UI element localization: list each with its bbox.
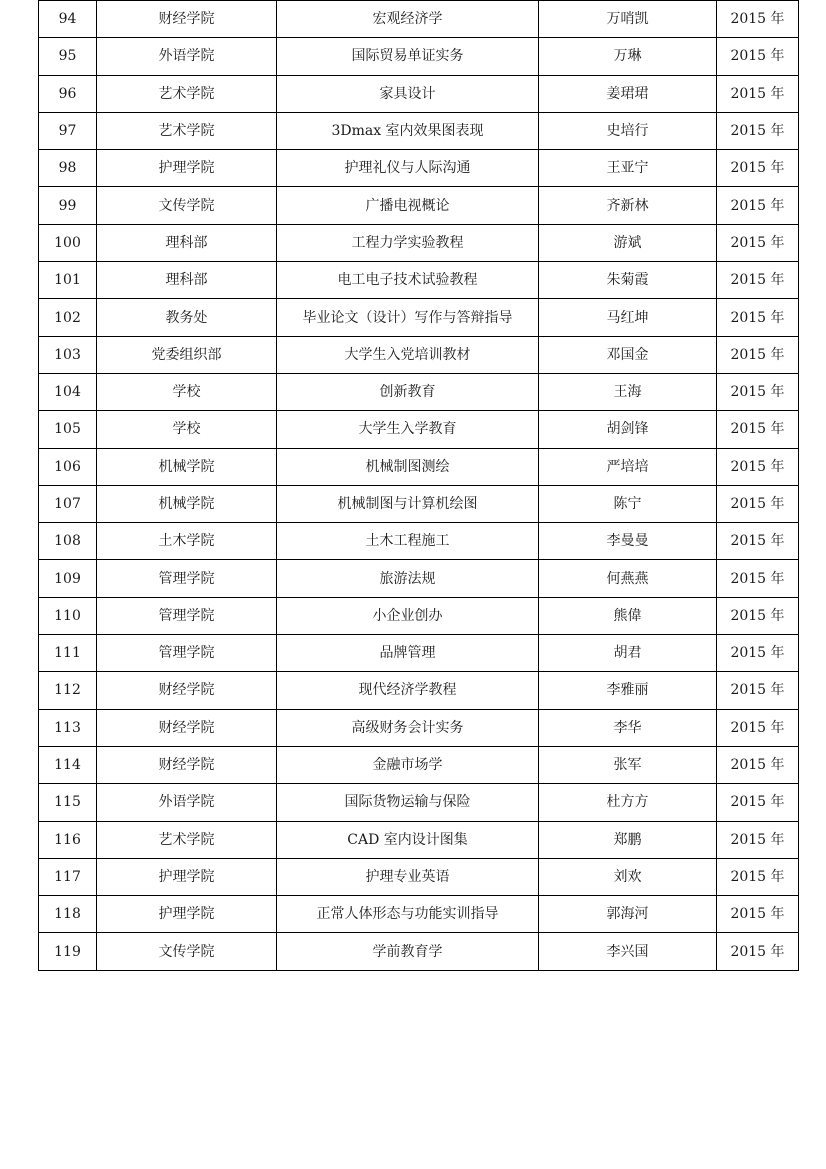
year-cell: 2015 年 — [717, 38, 799, 75]
textbook-title-cell: 现代经济学教程 — [277, 672, 539, 709]
author-cell: 胡君 — [539, 635, 717, 672]
table-row — [39, 746, 799, 783]
year-cell: 2015 年 — [717, 262, 799, 299]
author-cell: 万哨凯 — [539, 1, 717, 38]
textbook-title-cell: 机械制图与计算机绘图 — [277, 485, 539, 522]
table-row — [39, 448, 799, 485]
row-number-cell: 96 — [39, 75, 97, 112]
year-cell: 2015 年 — [717, 75, 799, 112]
table-row — [39, 709, 799, 746]
department-cell: 护理学院 — [97, 150, 277, 187]
table-row — [39, 597, 799, 634]
table-row — [39, 672, 799, 709]
author-cell: 李兴国 — [539, 933, 717, 970]
row-number-cell: 104 — [39, 373, 97, 410]
textbook-title-cell: 工程力学实验教程 — [277, 224, 539, 261]
textbook-title-cell: 大学生入党培训教材 — [277, 336, 539, 373]
row-number-cell: 113 — [39, 709, 97, 746]
author-cell: 郑鹏 — [539, 821, 717, 858]
textbook-title-cell: CAD 室内设计图集 — [277, 821, 539, 858]
year-cell: 2015 年 — [717, 746, 799, 783]
department-cell: 管理学院 — [97, 635, 277, 672]
textbook-title-cell: 家具设计 — [277, 75, 539, 112]
textbook-title-cell: 毕业论文（设计）写作与答辩指导 — [277, 299, 539, 336]
table-row — [39, 262, 799, 299]
author-cell: 李华 — [539, 709, 717, 746]
table-row — [39, 38, 799, 75]
textbook-title-cell: 宏观经济学 — [277, 1, 539, 38]
department-cell: 艺术学院 — [97, 112, 277, 149]
year-cell: 2015 年 — [717, 597, 799, 634]
row-number-cell: 107 — [39, 485, 97, 522]
author-cell: 李曼曼 — [539, 523, 717, 560]
department-cell: 学校 — [97, 411, 277, 448]
table-row — [39, 1, 799, 38]
textbook-title-cell: 品牌管理 — [277, 635, 539, 672]
department-cell: 党委组织部 — [97, 336, 277, 373]
row-number-cell: 103 — [39, 336, 97, 373]
author-cell: 邓国金 — [539, 336, 717, 373]
table-row — [39, 821, 799, 858]
table-row — [39, 373, 799, 410]
table-row — [39, 635, 799, 672]
year-cell: 2015 年 — [717, 523, 799, 560]
department-cell: 艺术学院 — [97, 821, 277, 858]
table-row — [39, 784, 799, 821]
department-cell: 文传学院 — [97, 187, 277, 224]
row-number-cell: 101 — [39, 262, 97, 299]
author-cell: 李雅丽 — [539, 672, 717, 709]
textbook-title-cell: 国际货物运输与保险 — [277, 784, 539, 821]
table-row — [39, 299, 799, 336]
row-number-cell: 109 — [39, 560, 97, 597]
author-cell: 胡剑锋 — [539, 411, 717, 448]
textbook-title-cell: 高级财务会计实务 — [277, 709, 539, 746]
row-number-cell: 117 — [39, 858, 97, 895]
year-cell: 2015 年 — [717, 784, 799, 821]
row-number-cell: 95 — [39, 38, 97, 75]
department-cell: 外语学院 — [97, 38, 277, 75]
department-cell: 机械学院 — [97, 448, 277, 485]
row-number-cell: 106 — [39, 448, 97, 485]
author-cell: 游斌 — [539, 224, 717, 261]
author-cell: 郭海河 — [539, 896, 717, 933]
author-cell: 张军 — [539, 746, 717, 783]
department-cell: 理科部 — [97, 262, 277, 299]
department-cell: 护理学院 — [97, 858, 277, 895]
author-cell: 熊偉 — [539, 597, 717, 634]
year-cell: 2015 年 — [717, 560, 799, 597]
author-cell: 王亚宁 — [539, 150, 717, 187]
textbook-title-cell: 土木工程施工 — [277, 523, 539, 560]
textbook-title-cell: 电工电子技术试验教程 — [277, 262, 539, 299]
table-row — [39, 896, 799, 933]
year-cell: 2015 年 — [717, 224, 799, 261]
textbook-title-cell: 创新教育 — [277, 373, 539, 410]
author-cell: 何燕燕 — [539, 560, 717, 597]
textbook-title-cell: 金融市场学 — [277, 746, 539, 783]
department-cell: 机械学院 — [97, 485, 277, 522]
table-row — [39, 336, 799, 373]
author-cell: 王海 — [539, 373, 717, 410]
row-number-cell: 99 — [39, 187, 97, 224]
table-row — [39, 485, 799, 522]
row-number-cell: 110 — [39, 597, 97, 634]
author-cell: 姜珺珺 — [539, 75, 717, 112]
year-cell: 2015 年 — [717, 448, 799, 485]
department-cell: 学校 — [97, 373, 277, 410]
department-cell: 财经学院 — [97, 746, 277, 783]
author-cell: 朱菊霞 — [539, 262, 717, 299]
row-number-cell: 119 — [39, 933, 97, 970]
row-number-cell: 115 — [39, 784, 97, 821]
row-number-cell: 111 — [39, 635, 97, 672]
table-row — [39, 224, 799, 261]
year-cell: 2015 年 — [717, 896, 799, 933]
table-row — [39, 187, 799, 224]
department-cell: 财经学院 — [97, 672, 277, 709]
department-cell: 财经学院 — [97, 1, 277, 38]
table-row — [39, 75, 799, 112]
row-number-cell: 105 — [39, 411, 97, 448]
table-row — [39, 411, 799, 448]
row-number-cell: 97 — [39, 112, 97, 149]
year-cell: 2015 年 — [717, 411, 799, 448]
table-row — [39, 858, 799, 895]
textbook-title-cell: 正常人体形态与功能实训指导 — [277, 896, 539, 933]
row-number-cell: 102 — [39, 299, 97, 336]
table-row — [39, 112, 799, 149]
author-cell: 严培培 — [539, 448, 717, 485]
author-cell: 刘欢 — [539, 858, 717, 895]
year-cell: 2015 年 — [717, 373, 799, 410]
table-body — [39, 1, 799, 971]
table-row — [39, 560, 799, 597]
table-row — [39, 933, 799, 970]
year-cell: 2015 年 — [717, 112, 799, 149]
row-number-cell: 114 — [39, 746, 97, 783]
year-cell: 2015 年 — [717, 299, 799, 336]
year-cell: 2015 年 — [717, 1, 799, 38]
textbook-title-cell: 国际贸易单证实务 — [277, 38, 539, 75]
row-number-cell: 98 — [39, 150, 97, 187]
textbook-title-cell: 大学生入学教育 — [277, 411, 539, 448]
department-cell: 艺术学院 — [97, 75, 277, 112]
department-cell: 教务处 — [97, 299, 277, 336]
year-cell: 2015 年 — [717, 709, 799, 746]
department-cell: 管理学院 — [97, 560, 277, 597]
textbook-title-cell: 3Dmax 室内效果图表现 — [277, 112, 539, 149]
textbook-title-cell: 小企业创办 — [277, 597, 539, 634]
row-number-cell: 100 — [39, 224, 97, 261]
textbook-title-cell: 护理礼仪与人际沟通 — [277, 150, 539, 187]
department-cell: 土木学院 — [97, 523, 277, 560]
department-cell: 文传学院 — [97, 933, 277, 970]
year-cell: 2015 年 — [717, 635, 799, 672]
year-cell: 2015 年 — [717, 858, 799, 895]
row-number-cell: 112 — [39, 672, 97, 709]
textbook-title-cell: 护理专业英语 — [277, 858, 539, 895]
row-number-cell: 108 — [39, 523, 97, 560]
textbook-title-cell: 学前教育学 — [277, 933, 539, 970]
table-row — [39, 150, 799, 187]
year-cell: 2015 年 — [717, 821, 799, 858]
row-number-cell: 116 — [39, 821, 97, 858]
textbook-title-cell: 机械制图测绘 — [277, 448, 539, 485]
year-cell: 2015 年 — [717, 187, 799, 224]
author-cell: 马红坤 — [539, 299, 717, 336]
author-cell: 万琳 — [539, 38, 717, 75]
year-cell: 2015 年 — [717, 336, 799, 373]
row-number-cell: 118 — [39, 896, 97, 933]
year-cell: 2015 年 — [717, 485, 799, 522]
textbook-table — [38, 0, 799, 971]
author-cell: 杜方方 — [539, 784, 717, 821]
author-cell: 齐新林 — [539, 187, 717, 224]
department-cell: 管理学院 — [97, 597, 277, 634]
textbook-title-cell: 旅游法规 — [277, 560, 539, 597]
author-cell: 史培行 — [539, 112, 717, 149]
author-cell: 陈宁 — [539, 485, 717, 522]
department-cell: 护理学院 — [97, 896, 277, 933]
table-row — [39, 523, 799, 560]
department-cell: 外语学院 — [97, 784, 277, 821]
year-cell: 2015 年 — [717, 150, 799, 187]
department-cell: 财经学院 — [97, 709, 277, 746]
year-cell: 2015 年 — [717, 933, 799, 970]
department-cell: 理科部 — [97, 224, 277, 261]
textbook-title-cell: 广播电视概论 — [277, 187, 539, 224]
row-number-cell: 94 — [39, 1, 97, 38]
year-cell: 2015 年 — [717, 672, 799, 709]
